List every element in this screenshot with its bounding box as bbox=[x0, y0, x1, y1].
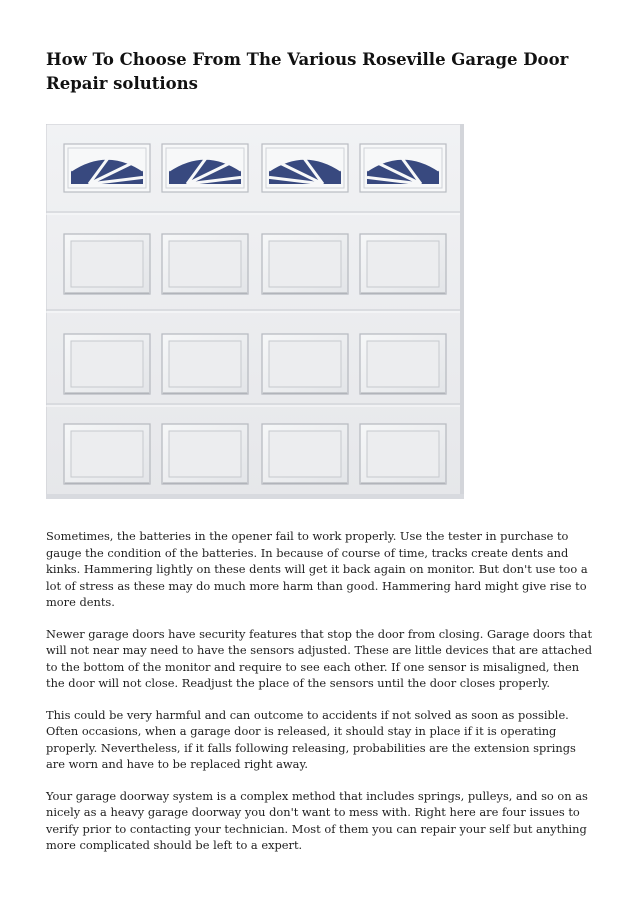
door-panel bbox=[162, 424, 248, 484]
garage-door-image bbox=[46, 124, 464, 499]
page-title: How To Choose From The Various Roseville Garage Door Repair solutions bbox=[46, 50, 569, 93]
door-window bbox=[262, 144, 348, 192]
panel-inner bbox=[269, 341, 341, 387]
article-body bbox=[46, 528, 594, 869]
panel-inner bbox=[71, 241, 143, 287]
paragraph: This could be very harmful and can outcome to accidents if not solved as soon as possible. Often occasions, when a garage door is released, it should stay in place if it is operating properly. Nevertheless, if it falls following releasing, probabilities are the extension springs are worn and have to be replaced right away. bbox=[46, 707, 576, 771]
panel-inner bbox=[367, 341, 439, 387]
document-page bbox=[46, 0, 594, 903]
paragraph: Your garage doorway system is a complex method that includes springs, pulleys, and so on as nicely as a heavy garage doorway you don't want to mess with. Right here are four issues to verify prior to contacting your technician. Most of them you can repair your self but anything more complicated should be left to a expert. bbox=[46, 788, 588, 852]
door-panel bbox=[64, 334, 150, 394]
panel-inner bbox=[269, 241, 341, 287]
door-panel bbox=[162, 234, 248, 294]
door-panel bbox=[262, 424, 348, 484]
door-window bbox=[64, 144, 150, 192]
door-window bbox=[360, 144, 446, 192]
door-panel bbox=[64, 424, 150, 484]
door-panel bbox=[360, 334, 446, 394]
door-panel bbox=[262, 334, 348, 394]
door-panel bbox=[64, 234, 150, 294]
panel-inner bbox=[71, 341, 143, 387]
door-panel bbox=[360, 234, 446, 294]
panel-inner bbox=[169, 431, 241, 477]
panel-inner bbox=[269, 431, 341, 477]
paragraph: Sometimes, the batteries in the opener fail to work properly. Use the tester in purchase to gauge the condition of the batteries. In because of course of time, tracks create dents and kinks. Hammering lightly on these dents will get it back again on monitor. But don't use too a lot of stress as these may do much more harm than good. Hammering hard might give rise to more dents. bbox=[46, 529, 588, 609]
door-window bbox=[162, 144, 248, 192]
panel-inner bbox=[367, 431, 439, 477]
panel-inner bbox=[169, 241, 241, 287]
paragraph: Newer garage doors have security features that stop the door from closing. Garage doors that will not near may need to have the sensors adjusted. These are little devices that are attached to the bottom of the monitor and require to see each other. If one sensor is misaligned, then the door will not close. Readjust the place of the sensors until the door closes properly. bbox=[46, 626, 593, 690]
door-panel bbox=[162, 334, 248, 394]
door-panel bbox=[360, 424, 446, 484]
panel-inner bbox=[169, 341, 241, 387]
panel-inner bbox=[71, 431, 143, 477]
panel-inner bbox=[367, 241, 439, 287]
garage-door-illustration bbox=[46, 124, 464, 499]
door-panel bbox=[262, 234, 348, 294]
